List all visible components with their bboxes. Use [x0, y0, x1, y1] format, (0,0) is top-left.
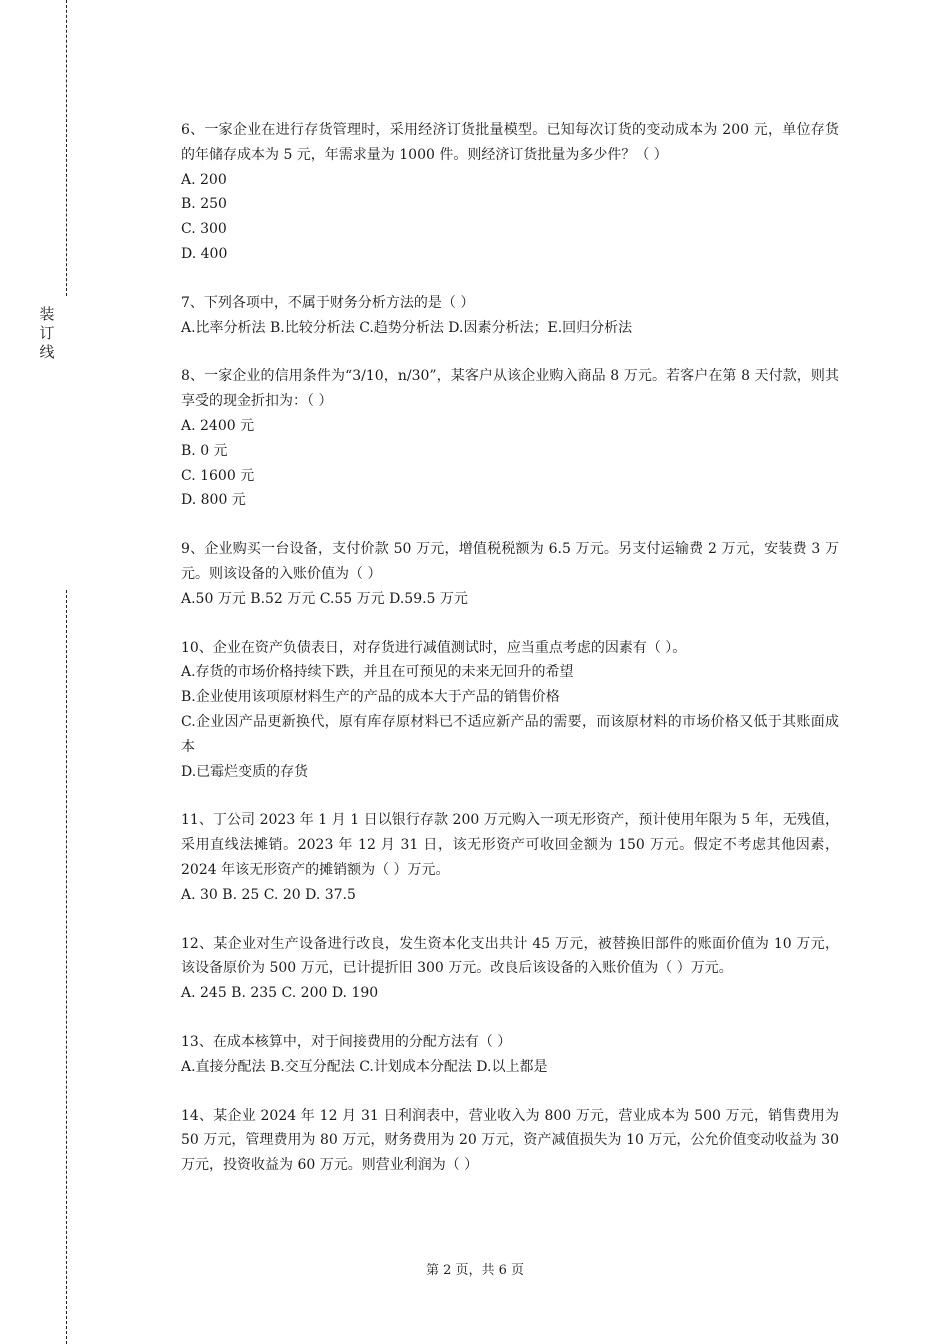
question-7 [181, 291, 839, 341]
option-c: C. 1600 元 [181, 467, 255, 484]
binding-label [38, 305, 56, 362]
binding-char: 订 [39, 324, 55, 342]
options-line: A.比率分析法 B.比较分析法 C.趋势分析法 D.因素分析法；E.回归分析法 [181, 319, 633, 336]
binding-dashed-line-top [66, 0, 67, 296]
question-stem: 7、下列各项中，不属于财务分析方法的是（ ） [181, 294, 475, 311]
question-stem: 12、某企业对生产设备进行改良，发生资本化支出共计 45 万元，被替换旧部件的账面价值为 10 万元，该设备原价为 500 万元，已计提折旧 300 万元。改良后该设备的入账价值为（ ）万元。 [181, 935, 839, 977]
question-14 [181, 1104, 839, 1178]
option-d: D.已霉烂变质的存货 [181, 763, 309, 780]
option-a: A. 2400 元 [181, 417, 255, 434]
question-stem: 11、丁公司 2023 年 1 月 1 日以银行存款 200 万元购入一项无形资产，预计使用年限为 5 年，无残值，采用直线法摊销。2023 年 12 月 31 日，该无形资产可收回金额为 150 万元。假定不考虑其他因素，2024 年该无形资产的摊销额为（ ）万元。 [181, 812, 839, 878]
question-9 [181, 537, 839, 611]
question-stem: 14、某企业 2024 年 12 月 31 日利润表中，营业收入为 800 万元，营业成本为 500 万元，销售费用为 50 万元，管理费用为 80 万元，财务费用为 20 万元，资产减值损失为 10 万元，公允价值变动收益为 30 万元，投资收益为 60 万元。则营业利润为（ ） [181, 1107, 839, 1174]
question-12 [181, 932, 839, 1006]
option-c: C. 300 [181, 221, 227, 238]
option-b: B. 250 [181, 196, 227, 213]
question-stem: 9、企业购买一台设备，支付价款 50 万元，增值税税额为 6.5 万元。另支付运输费 2 万元，安装费 3 万元。则该设备的入账价值为（ ） [181, 541, 839, 582]
question-stem: 6、一家企业在进行存货管理时，采用经济订货批量模型。已知每次订货的变动成本为 200 元，单位存货的年储存成本为 5 元，年需求量为 1000 件。则经济订货批量为多少件？（ ） [181, 122, 839, 163]
question-11 [181, 808, 839, 907]
option-b: B.企业使用该项原材料生产的产品的成本大于产品的销售价格 [181, 689, 560, 706]
options-line: A.直接分配法 B.交互分配法 C.计划成本分配法 D.以上都是 [181, 1058, 548, 1075]
question-stem: 13、在成本核算中，对于间接费用的分配方法有（ ） [181, 1033, 512, 1050]
options-line: A.50 万元 B.52 万元 C.55 万元 D.59.5 万元 [181, 590, 468, 607]
options-line: A. 245 B. 235 C. 200 D. 190 [181, 985, 379, 1002]
options-line: A. 30 B. 25 C. 20 D. 37.5 [181, 886, 356, 903]
option-a: A.存货的市场价格持续下跌，并且在可预见的未来无回升的希望 [181, 664, 574, 681]
binding-dashed-line-bottom [66, 590, 67, 1344]
binding-char: 装 [39, 305, 55, 323]
question-stem: 8、一家企业的信用条件为“3/10，n/30”，某客户从该企业购入商品 8 万元。若客户在第 8 天付款，则其享受的现金折扣为：（ ） [181, 368, 839, 410]
question-stem: 10、企业在资产负债表日，对存货进行减值测试时，应当重点考虑的因素有（ ）。 [181, 639, 687, 656]
page-number: 第 2 页，共 6 页 [425, 1263, 525, 1278]
question-13 [181, 1030, 839, 1080]
option-b: B. 0 元 [181, 442, 228, 459]
option-d: D. 400 [181, 245, 228, 262]
question-10 [181, 636, 839, 785]
option-a: A. 200 [181, 171, 227, 188]
option-c: C.企业因产品更新换代，原有库存原材料已不适应新产品的需要，而该原材料的市场价格又低于其账面成本 [181, 713, 839, 755]
option-d: D. 800 元 [181, 492, 246, 509]
question-8 [181, 364, 839, 513]
question-6 [181, 118, 839, 267]
binding-char: 线 [39, 343, 55, 361]
question-list [181, 118, 839, 1202]
